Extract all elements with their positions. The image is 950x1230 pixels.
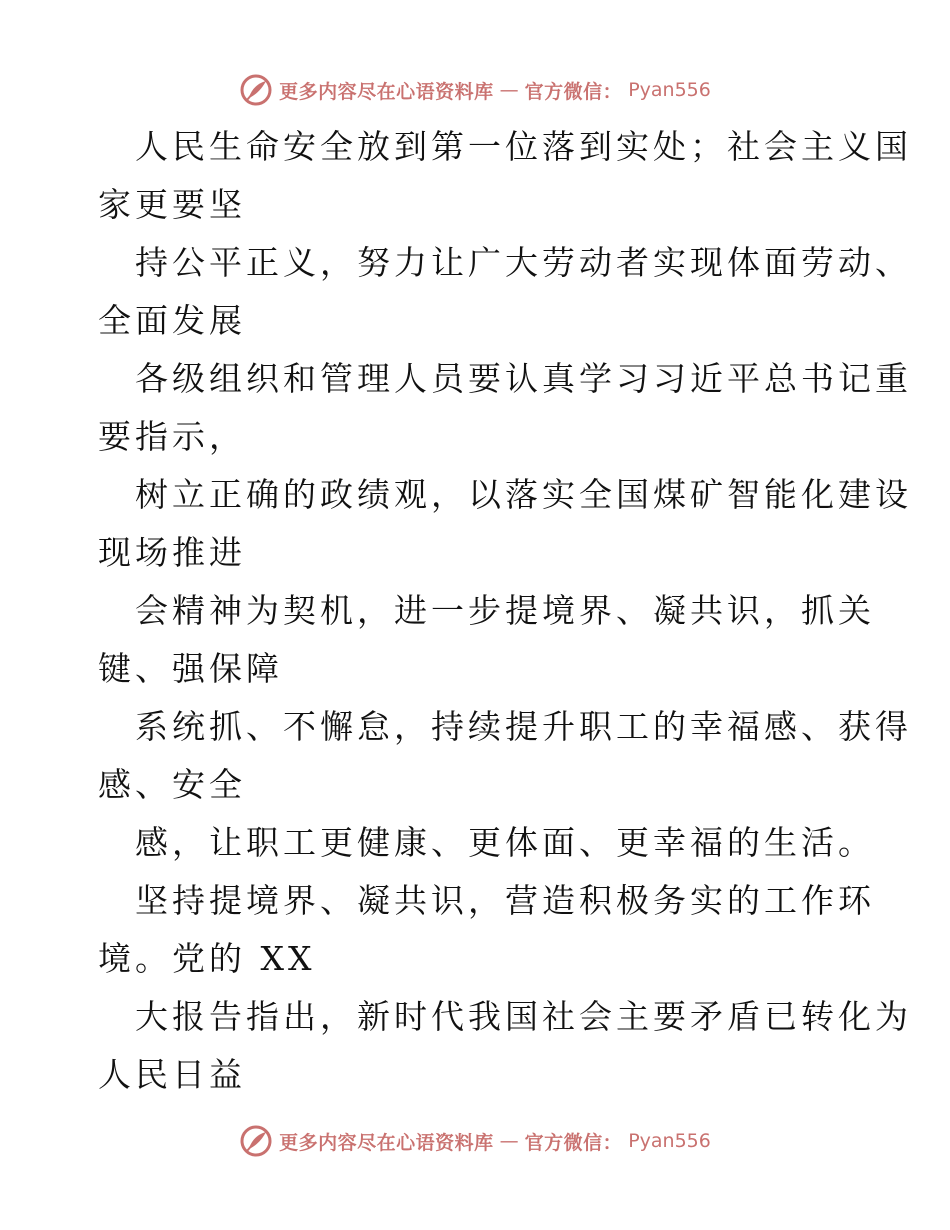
- watermark-separator: —: [499, 1130, 519, 1152]
- text-line: 境。党的 XX: [98, 939, 316, 978]
- text-line: 人民生命安全放到第一位落到实处；社会主义国: [135, 127, 912, 166]
- text-line: 树立正确的政绩观，以落实全国煤矿智能化建设: [135, 475, 912, 514]
- text-line: 会精神为契机，进一步提境界、凝共识，抓关: [135, 591, 875, 630]
- text-line: 家更要坚: [98, 185, 246, 224]
- watermark-official-label: 官方微信：: [524, 80, 623, 103]
- text-line: 持公平正义，努力让广大劳动者实现体面劳动、: [135, 243, 912, 282]
- text-line: 现场推进: [98, 533, 246, 572]
- feather-logo-icon: [239, 73, 273, 107]
- watermark-account: Pyan556: [628, 79, 711, 101]
- text-line: 全面发展: [98, 301, 246, 340]
- watermark-separator: —: [499, 79, 519, 101]
- text-line: 键、强保障: [98, 649, 283, 688]
- footer-watermark: [0, 1121, 950, 1161]
- text-line: 各级组织和管理人员要认真学习习近平总书记重: [135, 359, 912, 398]
- watermark-site-name: 更多内容尽在心语资料库: [279, 80, 494, 103]
- text-line: 坚持提境界、凝共识，营造积极务实的工作环: [135, 881, 875, 920]
- text-line: 人民日益: [98, 1055, 246, 1094]
- watermark-site-name: 更多内容尽在心语资料库: [279, 1131, 494, 1154]
- header-watermark: [0, 70, 950, 110]
- feather-logo-icon: [239, 1124, 273, 1158]
- text-line: 要指示，: [98, 417, 246, 456]
- text-line: 感，让职工更健康、更体面、更幸福的生活。: [135, 823, 875, 862]
- text-line: 大报告指出，新时代我国社会主要矛盾已转化为: [135, 997, 912, 1036]
- text-line: 系统抓、不懈怠，持续提升职工的幸福感、获得: [135, 707, 912, 746]
- text-line: 感、安全: [98, 765, 246, 804]
- watermark-account: Pyan556: [628, 1130, 711, 1152]
- watermark-official-label: 官方微信：: [524, 1131, 623, 1154]
- document-body: [98, 118, 912, 1104]
